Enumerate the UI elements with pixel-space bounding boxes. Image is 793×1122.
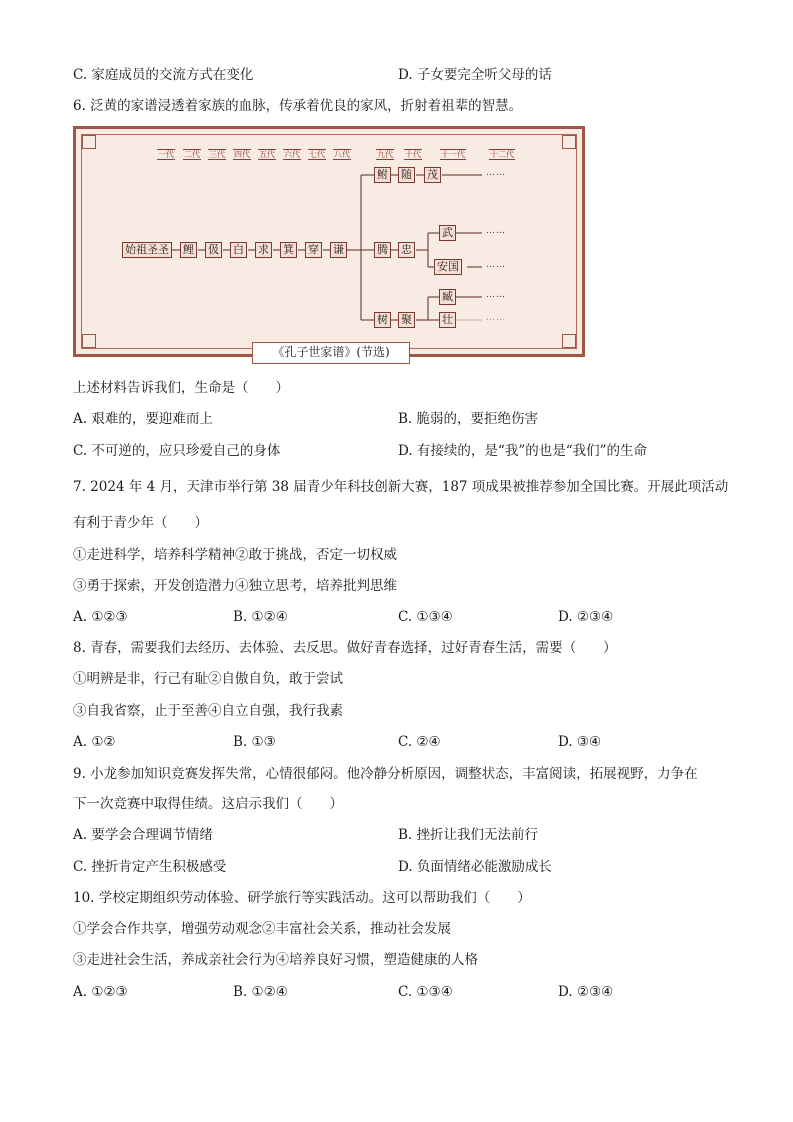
node-b2-gen11a: 武: [439, 225, 456, 241]
q6-option-b: B. 脆弱的，要拒绝伤害: [398, 411, 539, 427]
node-gen6: 箕: [280, 242, 297, 258]
gen-label-4: 四代: [234, 150, 250, 159]
gen-label-5: 五代: [259, 150, 275, 159]
node-b1-gen10: 随: [398, 167, 415, 183]
node-b1-gen11: 茂: [424, 167, 441, 183]
q6-option-c: C. 不可逆的，应只珍爱自己的身体: [73, 443, 281, 459]
q10-option-c: C. ①③④: [398, 984, 453, 1000]
figure-caption: 《孔子世家谱》(节选): [252, 342, 410, 364]
gen-label-11: 十一代: [441, 150, 465, 159]
q8-statements-2: ③自我省察，止于至善④自立自强，我行我素: [73, 703, 343, 719]
q8-option-b: B. ①③: [233, 734, 276, 750]
node-root: 始祖圣圣: [122, 242, 172, 258]
q5-option-c: C. 家庭成员的交流方式在变化: [73, 67, 254, 83]
gen-label-10: 十代: [405, 150, 421, 159]
q9-stem-line1: 9. 小龙参加知识竞赛发挥失常，心情很郁闷。他冷静分析原因，调整状态，丰富阅读，拓展视野，力争在: [73, 766, 698, 782]
q10-statements-1: ①学会合作共享，增强劳动观念②丰富社会关系，推动社会发展: [73, 921, 451, 937]
node-b1-gen9: 鲋: [374, 167, 391, 183]
q10-stem: 10. 学校定期组织劳动体验、研学旅行等实践活动。这可以帮助我们（ ）: [73, 890, 531, 906]
node-gen5: 求: [255, 242, 272, 258]
q10-statements-2: ③走进社会生活，养成亲社会行为④培养良好习惯，塑造健康的人格: [73, 952, 478, 968]
q10-option-a: A. ①②③: [73, 984, 128, 1000]
q9-option-c: C. 挫折肯定产生积极感受: [73, 859, 227, 875]
gen-label-7: 七代: [309, 150, 325, 159]
ellipsis-b2b: ……: [486, 260, 506, 270]
node-b3-gen10: 聚: [398, 312, 415, 328]
genealogy-figure: [73, 126, 585, 357]
gen-label-1: 一代: [158, 150, 174, 159]
node-b2-gen10: 忠: [398, 242, 415, 258]
q7-statements-1: ①走进科学，培养科学精神②敢于挑战，否定一切权威: [73, 547, 397, 563]
q10-option-d: D. ②③④: [558, 984, 614, 1000]
node-gen4: 白: [230, 242, 247, 258]
q9-option-a: A. 要学会合理调节情绪: [73, 827, 213, 843]
node-b3-gen11a: 臧: [439, 289, 456, 305]
ellipsis-b2a: ……: [486, 226, 506, 236]
q6-question: 上述材料告诉我们，生命是（ ）: [73, 380, 289, 396]
q8-option-d: D. ③④: [558, 734, 602, 750]
q8-option-c: C. ②④: [398, 734, 441, 750]
q5-option-d: D. 子女要完全听父母的话: [398, 67, 552, 83]
q7-option-a: A. ①②③: [73, 609, 128, 625]
q7-stem-line2: 有利于青少年（ ）: [73, 515, 208, 531]
q9-stem-line2: 下一次竞赛中取得佳绩。这启示我们（ ）: [73, 796, 343, 812]
node-b3-gen11b: 壮: [439, 312, 456, 328]
gen-label-6: 六代: [284, 150, 300, 159]
node-gen2: 鲤: [180, 242, 197, 258]
node-b2-gen11b: 安国: [434, 259, 462, 275]
gen-label-2: 二代: [184, 150, 200, 159]
q7-option-d: D. ②③④: [558, 609, 614, 625]
q6-option-a: A. 艰难的，要迎难而上: [73, 411, 213, 427]
q9-option-d: D. 负面情绪必能激励成长: [398, 859, 552, 875]
gen-label-8: 八代: [334, 150, 350, 159]
ellipsis-b3b: ……: [486, 313, 506, 323]
node-b3-gen9: 树: [374, 312, 391, 328]
q8-statements-1: ①明辨是非，行己有耻②自傲自负，敢于尝试: [73, 671, 343, 687]
q7-option-c: C. ①③④: [398, 609, 453, 625]
q7-stem-line1: 7. 2024 年 4 月，天津市举行第 38 届青少年科技创新大赛，187 项成果被推荐参加全国比赛。开展此项活动: [73, 479, 729, 495]
ellipsis-b3a: ……: [486, 290, 506, 300]
q6-stem: 6. 泛黄的家谱浸透着家族的血脉，传承着优良的家风，折射着祖辈的智慧。: [73, 98, 523, 114]
gen-label-3: 三代: [209, 150, 225, 159]
node-gen8: 谦: [330, 242, 347, 258]
q10-option-b: B. ①②④: [233, 984, 288, 1000]
q7-option-b: B. ①②④: [233, 609, 288, 625]
q9-option-b: B. 挫折让我们无法前行: [398, 827, 539, 843]
q6-option-d: D. 有接续的，是“我”的也是“我们”的生命: [398, 443, 648, 459]
node-b2-gen9: 腾: [374, 242, 391, 258]
q7-statements-2: ③勇于探索，开发创造潜力④独立思考，培养批判思维: [73, 578, 397, 594]
ellipsis-b1: ……: [486, 168, 506, 178]
gen-label-9: 九代: [377, 150, 393, 159]
node-gen7: 穿: [305, 242, 322, 258]
q8-option-a: A. ①②: [73, 734, 116, 750]
gen-label-12: 十二代: [490, 150, 514, 159]
node-gen3: 伋: [205, 242, 222, 258]
q8-stem: 8. 青春，需要我们去经历、去体验、去反思。做好青春选择，过好青春生活，需要（ ）: [73, 640, 617, 656]
